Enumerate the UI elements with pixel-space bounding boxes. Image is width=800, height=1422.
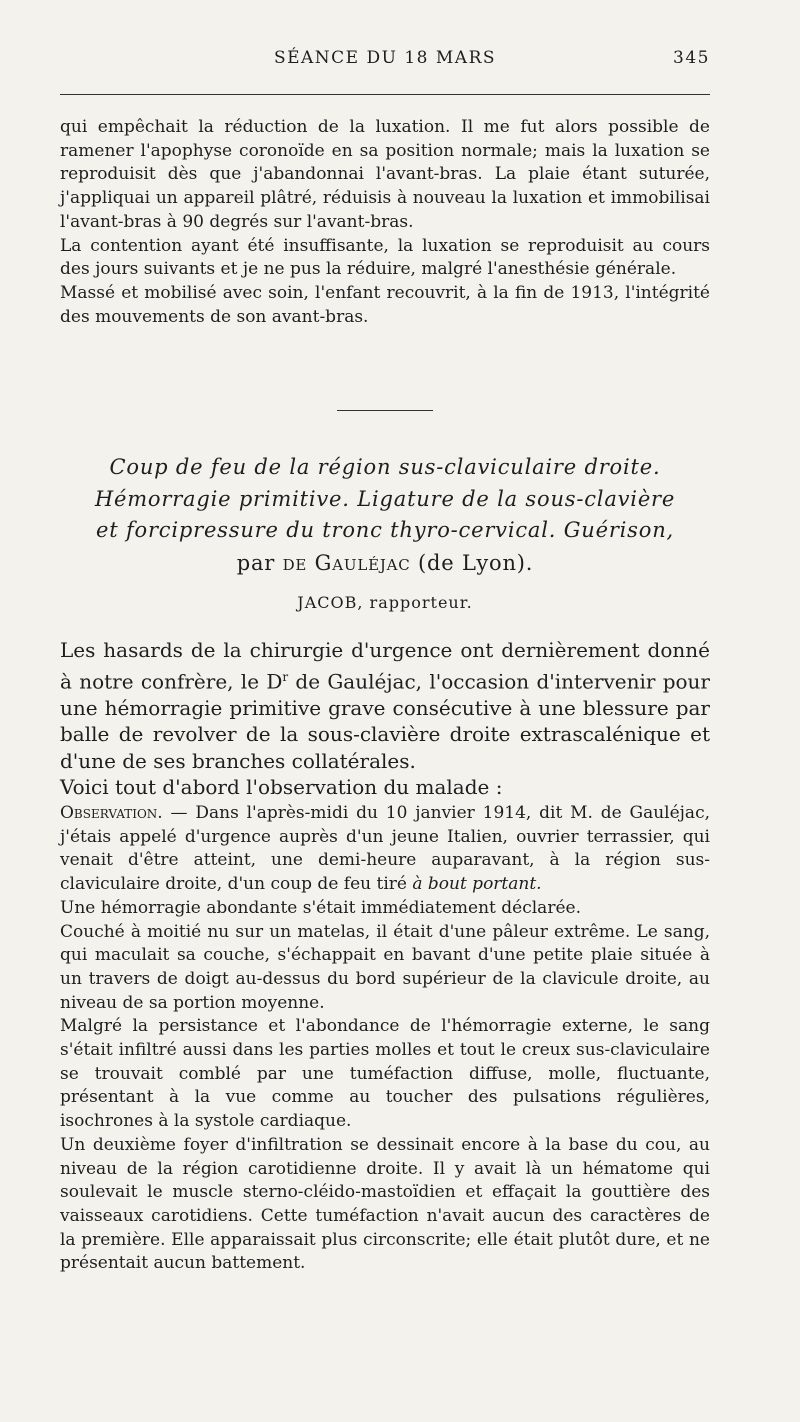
paragraph: qui empêchait la réduction de la luxation. Il me fut alors possible de ramener l'apophyse coronoïde en sa position normale; mais la luxation se reproduisit dès que j'abandonnai l'avant-bras. La plaie étant suturée, j'appliquai un appareil plâtré, réduisis à nouveau la luxation et immobilisai l'avant-bras à 90 degrés sur l'avant-bras. [60, 117, 710, 232]
intro-text-run: de Gauléjac, l'occasion d'intervenir pour une hémorragie primitive grave consécutive à une blessure par balle de revolver de la sous-clavière droite extrascalénique et d'une de ses branches collatérales. [60, 669, 710, 773]
page [60, 0, 710, 1422]
observation-italic: à bout portant. [412, 874, 542, 895]
author-line [60, 547, 710, 579]
observation-paragraph: Une hémorragie abondante s'était immédiatement déclarée. [60, 897, 581, 918]
page-number: 345 [673, 48, 710, 68]
section-separator [337, 410, 433, 411]
observation-label: Observation. [60, 803, 163, 823]
article-heading [60, 452, 710, 612]
article-title-line: Coup de feu de la région sus-claviculaire droite. [109, 455, 661, 479]
intro-paragraph: Voici tout d'abord l'observation du malade : [60, 775, 503, 800]
article-title-line: Hémorragie primitive. Ligature de la sous-clavière [94, 486, 676, 511]
author-city: (de Lyon). [418, 550, 534, 575]
intro-text [60, 637, 710, 801]
observation-paragraph: Malgré la persistance et l'abondance de l'hémorragie externe, le sang s'était infiltré aussi dans les parties molles et tout le creux sus-claviculaire se trouvait comblé par une tuméfaction diffuse, molle, fluctuante, présentant à la vue comme au toucher des pulsations régulières, isochrones à la systole cardiaque. [60, 1016, 710, 1132]
paragraph: Massé et mobilisé avec soin, l'enfant recouvrit, à la fin de 1913, l'intégrité des mouvements de son avant-bras. [60, 282, 710, 327]
rapporteur: JACOB, rapporteur. [297, 592, 473, 612]
observation-text-run: — Dans l'après-midi du 10 janvier 1914, dit M. de Gauléjac, j'étais appelé d'urgence auprès d'un jeune Italien, ouvrier terrassier, qui venait d'être atteint, une demi-heure auparavant, à la région sus-claviculaire droite, d'un coup de feu tiré [60, 803, 710, 895]
continuation-text [60, 116, 710, 329]
observation-paragraph [60, 802, 710, 897]
article-title-line: et forcipressure du tronc thyro-cervical. Guérison, [96, 518, 674, 542]
header-rule [60, 94, 710, 95]
observation-paragraph: Un deuxième foyer d'infiltration se dessinait encore à la base du cou, au niveau de la région carotidienne droite. Il y avait là un hématome qui soulevait le muscle sterno-cléido-mastoïdien et effaçait la gouttière des vaisseaux carotidiens. Cette tuméfaction n'avait aucun des caractères de la première. Elle apparaissait plus circonscrite; elle était plutôt dure, et ne présentait aucun battement. [60, 1134, 710, 1274]
intro-text-run: Les hasards de la chirurgie d'urgence ont dernièrement donné à notre confrère, le D [60, 638, 710, 694]
doctor-abbrev-superscript: r [282, 669, 289, 684]
author-prefix: par [236, 550, 276, 575]
author-name: Gauléjac [314, 550, 411, 575]
observation-text [60, 802, 710, 1276]
intro-paragraph [60, 637, 710, 774]
observation-paragraph: Couché à moitié nu sur un matelas, il était d'une pâleur extrême. Le sang, qui maculait sa couche, s'échappait en bavant d'une petite plaie située à un travers de doigt au-dessus du bord supérieur de la clavicule droite, au niveau de sa portion moyenne. [60, 921, 710, 1013]
running-title: SÉANCE DU 18 MARS [273, 48, 497, 68]
author-particle: de [282, 550, 308, 575]
paragraph: La contention ayant été insuffisante, la luxation se reproduisit au cours des jours suivants et je ne pus la réduire, malgré l'anesthésie générale. [60, 235, 710, 280]
